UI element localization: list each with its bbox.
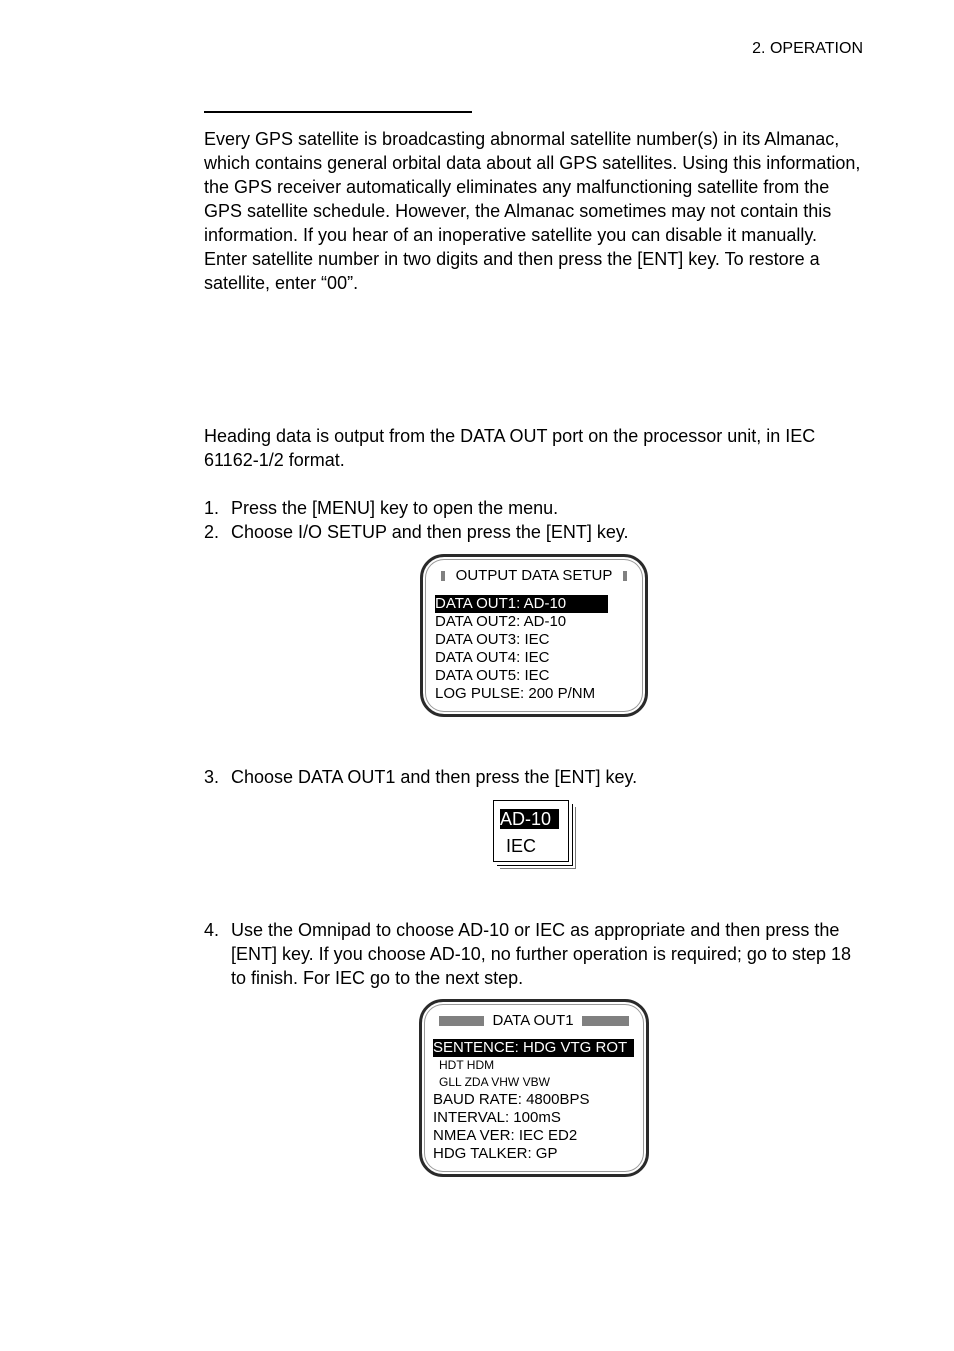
output-menu (435, 595, 608, 703)
step-text: Choose DATA OUT1 and then press the [ENT] key. (231, 767, 638, 787)
data-out1-menu (433, 1039, 634, 1163)
menu-item-data-out1[interactable]: DATA OUT1: AD-10 (435, 595, 608, 613)
step-number: 4. (204, 920, 220, 940)
step-number: 3. (204, 767, 220, 787)
heading-rule (204, 111, 472, 113)
menu-item-baud-rate[interactable]: BAUD RATE: 4800BPS (433, 1091, 590, 1108)
step-number: 1. (204, 498, 220, 518)
section-header: 2. OPERATION (752, 40, 863, 57)
step-4 (204, 918, 864, 990)
option-iec[interactable]: IEC (506, 836, 537, 856)
sentence-list-line2: HDT HDM (439, 1058, 495, 1072)
menu-item-log-pulse[interactable]: LOG PULSE: 200 P/NM (435, 685, 596, 702)
menu-item-data-out3[interactable]: DATA OUT3: IEC (435, 631, 550, 648)
step-2 (204, 520, 864, 544)
format-popup (493, 800, 569, 862)
screen-title (423, 567, 645, 584)
title-bar-left (441, 571, 445, 581)
menu-item-data-out2[interactable]: DATA OUT2: AD-10 (435, 613, 567, 630)
menu-item-data-out5[interactable]: DATA OUT5: IEC (435, 667, 550, 684)
step-text: Use the Omnipad to choose AD-10 or IEC as appropriate and then press the [ENT] key. If you choose AD-10, no further operation is required; go to step 18 to finish. For IEC go to the next step. (231, 920, 852, 988)
step-number: 2. (204, 522, 220, 542)
data-out1-screen (419, 999, 649, 1177)
menu-item-hdg-talker[interactable]: HDG TALKER: GP (433, 1145, 558, 1162)
step-3 (204, 765, 864, 789)
step-1 (204, 496, 864, 520)
step-text: Choose I/O SETUP and then press the [ENT] key. (231, 522, 629, 542)
title-bar-right (582, 1016, 629, 1026)
screen-title-text: DATA OUT1 (492, 1012, 574, 1029)
almanac-paragraph: Every GPS satellite is broadcasting abnormal satellite number(s) in its Almanac, which contains general orbital data about all GPS satellites. Using this information, the GPS receiver automatically eliminates any malfunctioning satellite from the GPS satellite schedule. However, the Almanac sometimes may not contain this information. If you hear of an inoperative satellite you can disable it manually. Enter satellite number in two digits and then press the [ENT] key. To restore a satellite, enter “00”. (204, 129, 861, 293)
sentence-list-line3: GLL ZDA VHW VBW (439, 1075, 550, 1089)
menu-item-data-out4[interactable]: DATA OUT4: IEC (435, 649, 550, 666)
title-bar-right (623, 571, 627, 581)
option-ad10[interactable]: AD-10 (500, 809, 559, 829)
menu-item-sentence[interactable]: SENTENCE: HDG VTG ROT (433, 1039, 634, 1057)
menu-item-nmea-ver[interactable]: NMEA VER: IEC ED2 (433, 1127, 578, 1144)
step-text: Press the [MENU] key to open the menu. (231, 498, 559, 518)
screen-title (422, 1012, 646, 1029)
screen-title-text: OUTPUT DATA SETUP (455, 567, 613, 584)
menu-item-interval[interactable]: INTERVAL: 100mS (433, 1109, 561, 1126)
output-data-setup-screen (420, 554, 648, 717)
heading-output-paragraph: Heading data is output from the DATA OUT port on the processor unit, in IEC 61162-1/2 format. (204, 426, 816, 470)
title-bar-left (439, 1016, 484, 1026)
